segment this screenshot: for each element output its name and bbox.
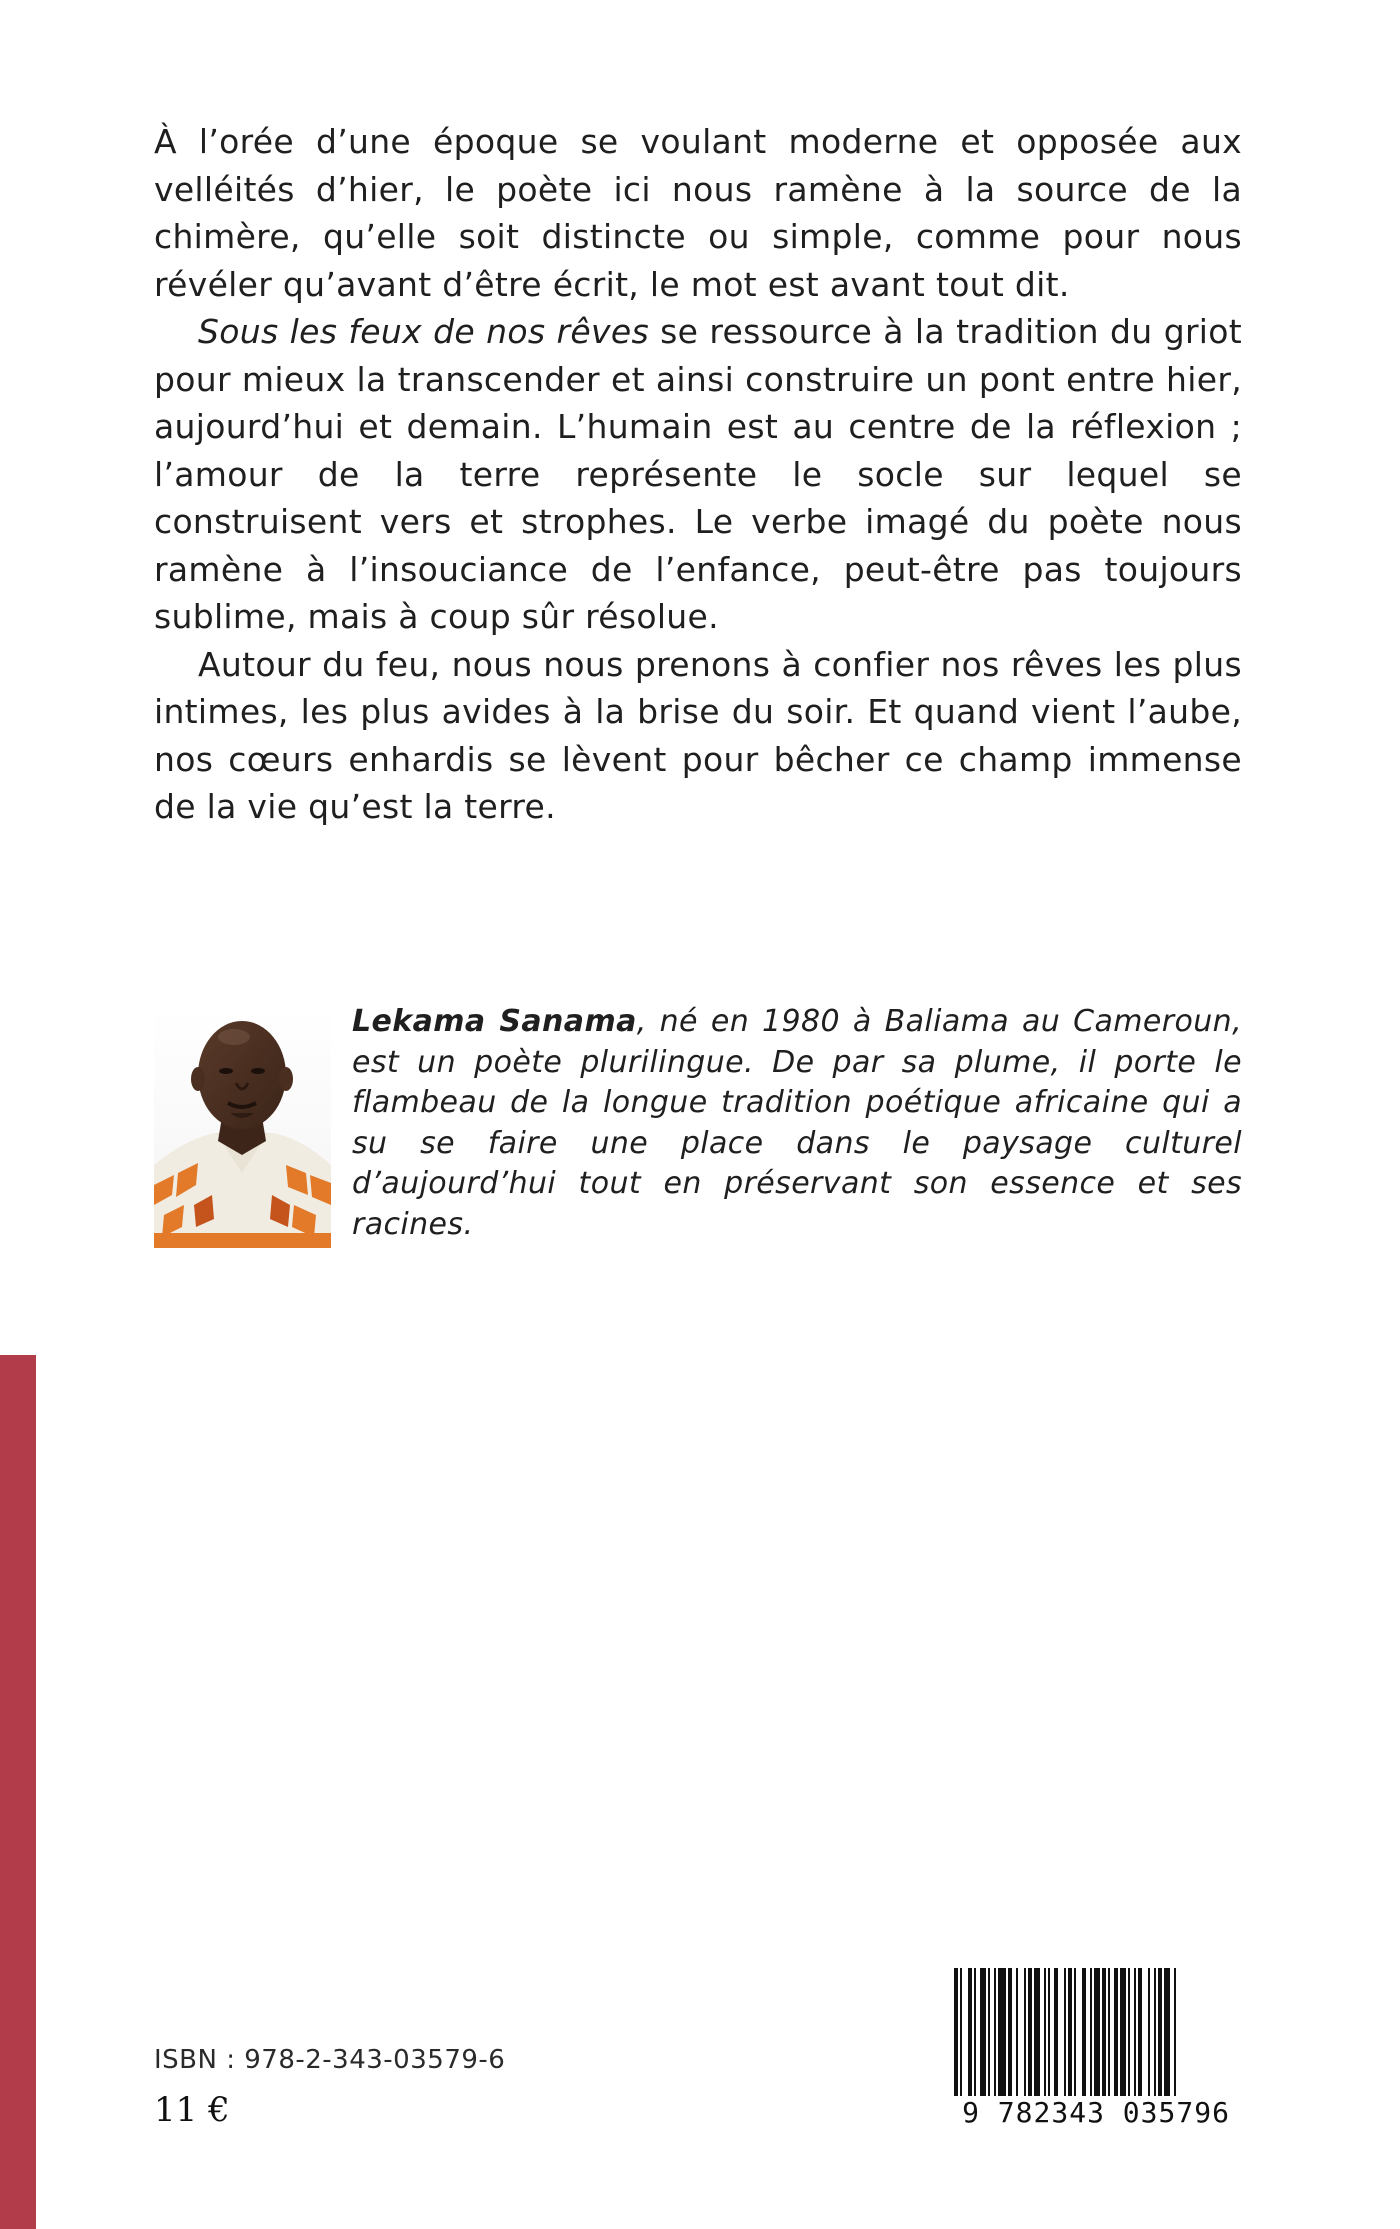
barcode-bar: [1094, 1968, 1100, 2098]
barcode-bar: [988, 1968, 990, 2098]
barcode-bar: [1102, 1968, 1106, 2098]
spine-color-band: [0, 1355, 36, 2229]
isbn-number: ISBN : 978-2-343-03579-6: [154, 2045, 506, 2075]
barcode-bar: [1064, 1968, 1066, 2098]
book-price: 11 €: [154, 2090, 230, 2130]
barcode-bar: [954, 1968, 958, 2098]
barcode: [950, 1968, 1242, 2134]
barcode-bar: [1164, 1968, 1170, 2098]
barcode-bar: [1024, 1968, 1026, 2098]
barcode-bar: [1114, 1968, 1118, 2098]
author-photo: [154, 1005, 331, 1248]
barcode-bar: [1154, 1968, 1156, 2098]
barcode-bar: [1016, 1968, 1018, 2098]
barcode-bar: [960, 1968, 962, 2098]
barcode-bar: [1138, 1968, 1142, 2098]
barcode-bar: [1128, 1968, 1130, 2098]
author-name: Lekama Sanama: [352, 1004, 637, 1039]
blurb-paragraph-2-text: se ressource à la tradition du griot pour mieux la transcender et ainsi construire un pont entre hier, aujourd’hui et demain. L’humain est au centre de la réflexion ; l’amour de la terre représente le socle sur lequel se construisent vers et strophes. Le verbe imagé du poète nous ramène à l’insouciance de l’enfance, peut-être pas toujours sublime, mais à coup sûr résolue.: [154, 312, 1243, 636]
barcode-bar: [1148, 1968, 1150, 2098]
barcode-bar: [1034, 1968, 1040, 2098]
author-portrait-illustration: [154, 1005, 331, 1248]
author-bio-paragraph: [352, 1002, 1242, 1245]
blurb-paragraph-2: [154, 308, 1242, 641]
barcode-digits: 9 782343 035796: [950, 2096, 1242, 2129]
barcode-bar: [1048, 1968, 1050, 2098]
barcode-bar: [998, 1968, 1006, 2098]
book-title-italic: Sous les feux de nos rêves: [198, 312, 649, 351]
blurb-paragraph-3: Autour du feu, nous nous prenons à confier nos rêves les plus intimes, les plus avides à la brise du soir. Et quand vient l’aube, nos cœurs enhardis se lèvent pour bêcher ce champ immense de la vie qu’est la terre.: [154, 644, 1242, 826]
barcode-bar: [980, 1968, 986, 2098]
barcode-bar: [1074, 1968, 1076, 2098]
barcode-bars: [950, 1968, 1242, 2098]
barcode-bar: [1120, 1968, 1126, 2098]
barcode-bar: [974, 1968, 976, 2098]
author-biography: [352, 1002, 1242, 1245]
barcode-bar: [1054, 1968, 1058, 2098]
barcode-bar: [1068, 1968, 1072, 2098]
barcode-bar: [994, 1968, 996, 2098]
barcode-bar: [1044, 1968, 1046, 2098]
barcode-bar: [968, 1968, 972, 2098]
back-cover-blurb: [154, 118, 1242, 831]
barcode-bar: [1108, 1968, 1110, 2098]
barcode-bar: [1174, 1968, 1176, 2098]
barcode-bar: [1134, 1968, 1136, 2098]
barcode-bar: [1158, 1968, 1162, 2098]
barcode-bar: [1082, 1968, 1086, 2098]
barcode-bar: [1090, 1968, 1092, 2098]
author-bio-text: , né en 1980 à Baliama au Cameroun, est un poète plurilingue. De par sa plume, il porte le flambeau de la longue tradition poétique africaine qui a su se faire une place dans le paysage culturel d’aujourd’hui tout en préservant son essence et ses racines.: [352, 1004, 1243, 1242]
blurb-paragraph-1: À l’orée d’une époque se voulant moderne et opposée aux velléités d’hier, le poète ici nous ramène à la source de la chimère, qu’elle soit distincte ou simple, comme pour nous révéler qu’avant d’être écrit, le mot est avant tout dit.: [154, 122, 1242, 304]
barcode-bar: [1028, 1968, 1032, 2098]
barcode-bar: [1008, 1968, 1012, 2098]
